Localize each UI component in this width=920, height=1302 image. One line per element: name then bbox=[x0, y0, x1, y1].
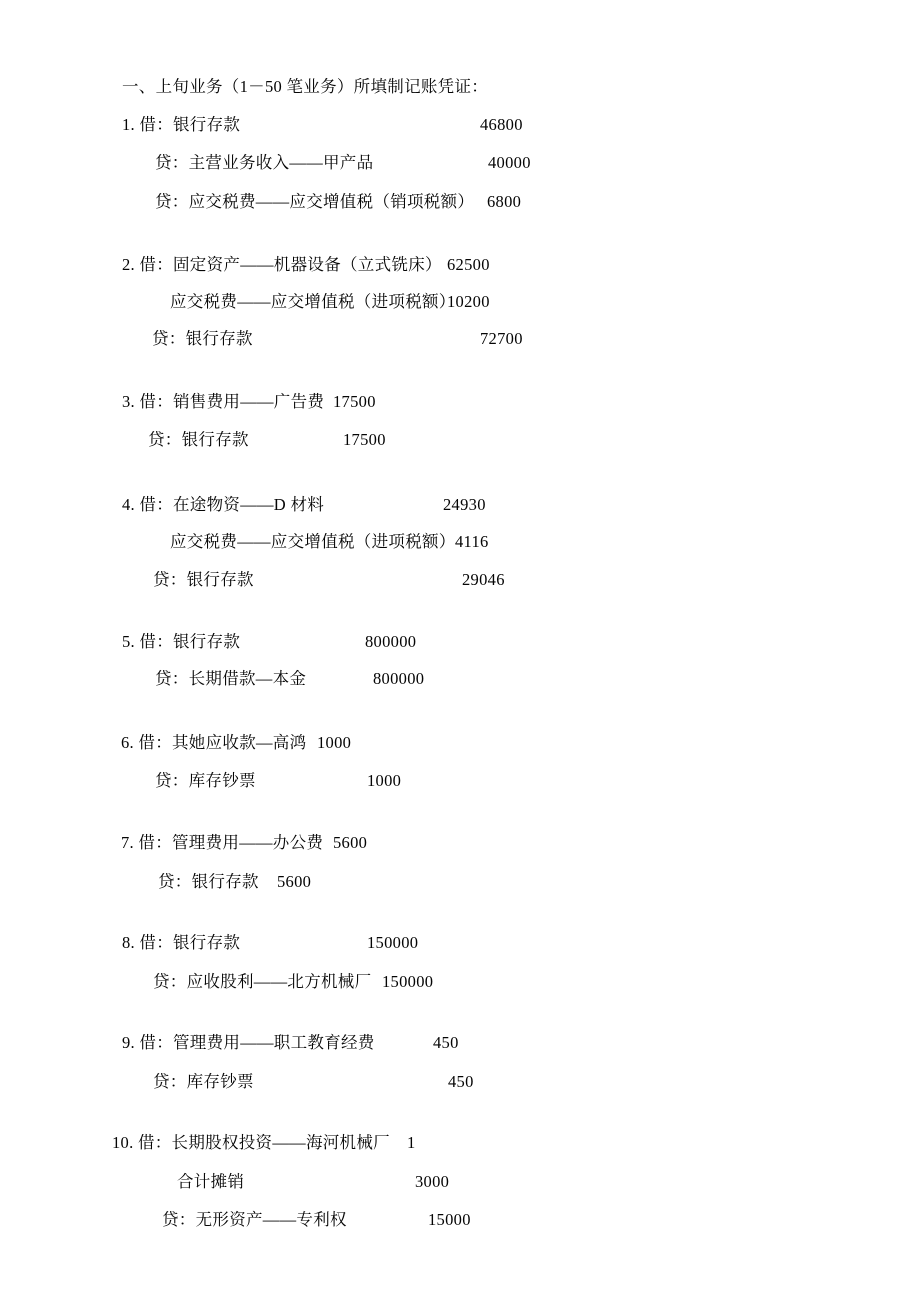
account-text: 5. 借：银行存款 bbox=[122, 632, 241, 651]
amount-text: 72700 bbox=[480, 329, 523, 348]
account-text: 贷：库存钞票 bbox=[155, 771, 256, 790]
account-text: 贷：银行存款 bbox=[148, 430, 249, 449]
account-text: 应交税费——应交增值税（进项税额） bbox=[170, 532, 456, 551]
account-text: 2. 借：固定资产——机器设备（立式铣床） bbox=[122, 255, 442, 274]
entry-8-debit-line bbox=[0, 933, 920, 955]
amount-text: 62500 bbox=[447, 255, 490, 274]
amount-text: 17500 bbox=[333, 392, 376, 411]
account-text: 贷：无形资产——专利权 bbox=[162, 1210, 347, 1229]
entry-2-debit-line-1 bbox=[0, 255, 920, 277]
amount-text: 150000 bbox=[382, 972, 434, 991]
amount-text: 1000 bbox=[317, 733, 352, 752]
amount-text: 4116 bbox=[455, 532, 489, 551]
amount-text: 800000 bbox=[365, 632, 417, 651]
entry-1-debit-line bbox=[0, 115, 920, 137]
amount-text: 150000 bbox=[367, 933, 419, 952]
account-text: 贷：库存钞票 bbox=[153, 1072, 254, 1091]
account-text: 贷：应收股利——北方机械厂 bbox=[153, 972, 372, 991]
amount-text: 29046 bbox=[462, 570, 505, 589]
entry-6-credit-line bbox=[0, 771, 920, 793]
amount-text: 5600 bbox=[333, 833, 368, 852]
amount-text: 6800 bbox=[487, 192, 522, 211]
amount-text: 46800 bbox=[480, 115, 523, 134]
entry-1-credit-line-2 bbox=[0, 192, 920, 214]
amount-text: 450 bbox=[448, 1072, 474, 1091]
entry-6-debit-line bbox=[0, 733, 920, 755]
account-text: 7. 借：管理费用——办公费 bbox=[121, 833, 324, 852]
amount-text: 17500 bbox=[343, 430, 386, 449]
amount-text: 24930 bbox=[443, 495, 486, 514]
amount-text: 450 bbox=[433, 1033, 459, 1052]
amount-text: 1 bbox=[407, 1133, 416, 1152]
entry-5-credit-line bbox=[0, 669, 920, 691]
amount-text: 10200 bbox=[447, 292, 490, 311]
account-text: 1. 借：银行存款 bbox=[122, 115, 241, 134]
section-heading-text: 一、上旬业务（1－50 笔业务）所填制记账凭证： bbox=[122, 77, 489, 96]
entry-1-credit-line-1 bbox=[0, 153, 920, 175]
account-text: 贷：银行存款 bbox=[158, 872, 259, 891]
amount-text: 800000 bbox=[373, 669, 425, 688]
entry-4-credit-line bbox=[0, 570, 920, 592]
account-text: 6. 借：其她应收款—高鸿 bbox=[121, 733, 307, 752]
entry-8-credit-line bbox=[0, 972, 920, 994]
account-text: 8. 借：银行存款 bbox=[122, 933, 241, 952]
account-text: 10. 借：长期股权投资——海河机械厂 bbox=[112, 1133, 390, 1152]
account-text: 合计摊销 bbox=[177, 1172, 245, 1191]
entry-4-debit-line-2 bbox=[0, 532, 920, 554]
account-text: 贷：长期借款—本金 bbox=[155, 669, 307, 688]
section-heading bbox=[0, 77, 920, 99]
account-text: 贷：银行存款 bbox=[153, 570, 254, 589]
entry-7-debit-line bbox=[0, 833, 920, 855]
entry-10-debit-line-2 bbox=[0, 1172, 920, 1194]
entry-7-credit-line bbox=[0, 872, 920, 894]
account-text: 3. 借：销售费用——广告费 bbox=[122, 392, 325, 411]
amount-text: 5600 bbox=[277, 872, 312, 891]
entry-9-credit-line bbox=[0, 1072, 920, 1094]
account-text: 应交税费——应交增值税（进项税额） bbox=[170, 292, 456, 311]
entry-10-credit-line bbox=[0, 1210, 920, 1232]
amount-text: 1000 bbox=[367, 771, 402, 790]
amount-text: 40000 bbox=[488, 153, 531, 172]
account-text: 贷：银行存款 bbox=[152, 329, 253, 348]
entry-4-debit-line-1 bbox=[0, 495, 920, 517]
amount-text: 15000 bbox=[428, 1210, 471, 1229]
account-text: 贷：应交税费——应交增值税（销项税额） bbox=[155, 192, 475, 211]
entry-3-debit-line bbox=[0, 392, 920, 414]
entry-3-credit-line bbox=[0, 430, 920, 452]
entry-2-credit-line bbox=[0, 329, 920, 351]
entry-5-debit-line bbox=[0, 632, 920, 654]
entry-2-debit-line-2 bbox=[0, 292, 920, 314]
account-text: 4. 借：在途物资——D 材料 bbox=[122, 495, 325, 514]
amount-text: 3000 bbox=[415, 1172, 450, 1191]
account-text: 9. 借：管理费用——职工教育经费 bbox=[122, 1033, 375, 1052]
account-text: 贷：主营业务收入——甲产品 bbox=[155, 153, 374, 172]
entry-10-debit-line-1 bbox=[0, 1133, 920, 1155]
entry-9-debit-line bbox=[0, 1033, 920, 1055]
